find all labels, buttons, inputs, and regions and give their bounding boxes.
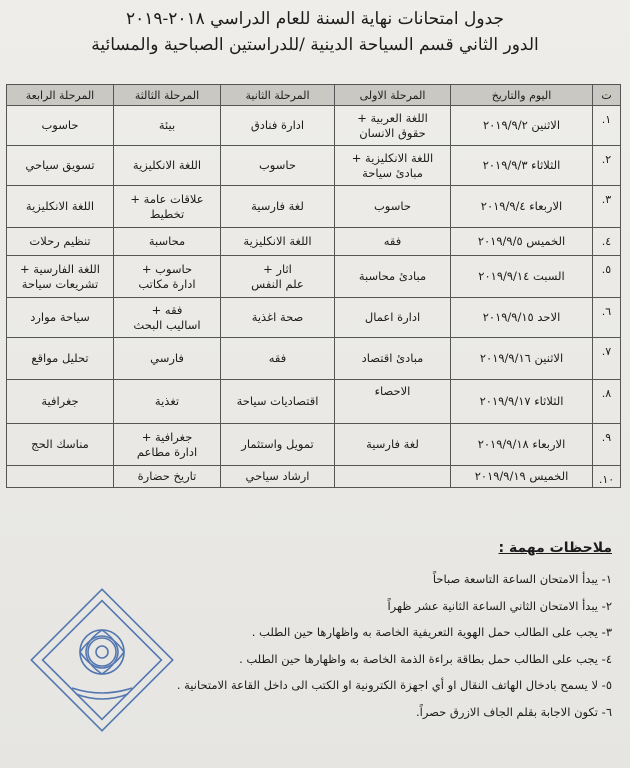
cell-stage-2: اللغة الانكليزية bbox=[221, 228, 335, 256]
row-date: الاحد ٢٠١٩/٩/١٥ bbox=[451, 298, 593, 338]
cell-stage-1: مبادئ محاسبة bbox=[335, 256, 451, 298]
cell-stage-3: فقه + اساليب البحث bbox=[114, 298, 221, 338]
cell-stage-1: اللغة العربية + حقوق الانسان bbox=[335, 106, 451, 146]
row-number: ٣. bbox=[593, 186, 621, 228]
cell-stage-1 bbox=[335, 466, 451, 488]
cell-stage-4: تسويق سياحي bbox=[7, 146, 114, 186]
cell-stage-1: لغة فارسية bbox=[335, 424, 451, 466]
cell-stage-4: اللغة الانكليزية bbox=[7, 186, 114, 228]
note-item: ٥- لا يسمح بادخال الهاتف النقال او أي اجهزة الكترونية او الكتب الى داخل القاعة الامتحانية . bbox=[176, 678, 612, 692]
cell-stage-4: مناسك الحج bbox=[7, 424, 114, 466]
row-date: الاثنين ٢٠١٩/٩/٢ bbox=[451, 106, 593, 146]
row-number: ١. bbox=[593, 106, 621, 146]
cell-stage-2: اقتصاديات سياحة bbox=[221, 380, 335, 424]
row-date: الخميس ٢٠١٩/٩/٥ bbox=[451, 228, 593, 256]
cell-stage-1: اللغة الانكليزية + مبادئ سياحة bbox=[335, 146, 451, 186]
cell-stage-1: فقه bbox=[335, 228, 451, 256]
row-number: ١٠. bbox=[593, 466, 621, 488]
table-row bbox=[7, 186, 621, 228]
cell-stage-3: تاريخ حضارة bbox=[114, 466, 221, 488]
cell-stage-4: جغرافية bbox=[7, 380, 114, 424]
note-item: ١- يبدأ الامتحان الساعة التاسعة صباحاً bbox=[432, 572, 612, 586]
table-row bbox=[7, 228, 621, 256]
row-date: الاثنين ٢٠١٩/٩/١٦ bbox=[451, 338, 593, 380]
cell-stage-2: ارشاد سياحي bbox=[221, 466, 335, 488]
row-date: الثلاثاء ٢٠١٩/٩/٣ bbox=[451, 146, 593, 186]
cell-stage-4: تحليل مواقع bbox=[7, 338, 114, 380]
row-number: ٨. bbox=[593, 380, 621, 424]
table-row bbox=[7, 106, 621, 146]
cell-stage-4: سياحة موارد bbox=[7, 298, 114, 338]
row-date: السبت ٢٠١٩/٩/١٤ bbox=[451, 256, 593, 298]
title-line-2: الدور الثاني قسم السياحة الدينية /للدراستين الصباحية والمسائية bbox=[91, 35, 539, 55]
cell-stage-2: لغة فارسية bbox=[221, 186, 335, 228]
cell-stage-3: علاقات عامة + تخطيط bbox=[114, 186, 221, 228]
cell-stage-4 bbox=[7, 466, 114, 488]
cell-stage-1: مبادئ اقتصاد bbox=[335, 338, 451, 380]
table-row bbox=[7, 466, 621, 488]
cell-stage-3: بيئة bbox=[114, 106, 221, 146]
row-date: الاربعاء ٢٠١٩/٩/٤ bbox=[451, 186, 593, 228]
cell-stage-4: تنظيم رحلات bbox=[7, 228, 114, 256]
row-number: ٤. bbox=[593, 228, 621, 256]
table-row bbox=[7, 298, 621, 338]
table-row bbox=[7, 424, 621, 466]
cell-stage-3: تغذية bbox=[114, 380, 221, 424]
cell-stage-2: صحة اغذية bbox=[221, 298, 335, 338]
cell-stage-3: محاسبة bbox=[114, 228, 221, 256]
cell-stage-4: اللغة الفارسية + تشريعات سياحة bbox=[7, 256, 114, 298]
header-stage-3: المرحلة الثالثة bbox=[114, 85, 221, 106]
cell-stage-3: اللغة الانكليزية bbox=[114, 146, 221, 186]
cell-stage-1: الاحصاء bbox=[335, 380, 451, 424]
row-number: ٥. bbox=[593, 256, 621, 298]
table-row bbox=[7, 380, 621, 424]
cell-stage-2: تمويل واستثمار bbox=[221, 424, 335, 466]
exam-schedule-table bbox=[6, 84, 621, 488]
cell-stage-2: اثار + علم النفس bbox=[221, 256, 335, 298]
cell-stage-4: حاسوب bbox=[7, 106, 114, 146]
table-row bbox=[7, 338, 621, 380]
document-title bbox=[0, 6, 630, 58]
cell-stage-1: حاسوب bbox=[335, 186, 451, 228]
note-item: ٦- تكون الاجابة بقلم الجاف الازرق حصراً. bbox=[415, 704, 612, 719]
university-seal-icon bbox=[22, 580, 182, 740]
row-date: الثلاثاء ٢٠١٩/٩/١٧ bbox=[451, 380, 593, 424]
header-stage-4: المرحلة الرابعة bbox=[7, 85, 114, 106]
row-date: الخميس ٢٠١٩/٩/١٩ bbox=[451, 466, 593, 488]
note-item: ٢- يبدأ الامتحان الثاني الساعة الثانية عشر ظهراً bbox=[387, 598, 612, 613]
row-date: الاربعاء ٢٠١٩/٩/١٨ bbox=[451, 424, 593, 466]
cell-stage-2: فقه bbox=[221, 338, 335, 380]
header-stage-2: المرحلة الثانية bbox=[221, 85, 335, 106]
cell-stage-2: ادارة فنادق bbox=[221, 106, 335, 146]
row-number: ٩. bbox=[593, 424, 621, 466]
row-number: ٦. bbox=[593, 298, 621, 338]
table-header-row bbox=[7, 85, 621, 106]
title-line-1: جدول امتحانات نهاية السنة للعام الدراسي ٢٠١٨-٢٠١٩ bbox=[125, 9, 505, 29]
note-item: ٤- يجب على الطالب حمل بطاقة براءة الذمة الخاصة به واظهارها حين الطلب . bbox=[239, 651, 612, 666]
row-number: ٢. bbox=[593, 146, 621, 186]
header-date: اليوم والتاريخ bbox=[451, 85, 593, 106]
table-row bbox=[7, 146, 621, 186]
cell-stage-3: فارسي bbox=[114, 338, 221, 380]
notes-heading: ملاحظات مهمة : bbox=[498, 540, 612, 556]
cell-stage-3: حاسوب + ادارة مكاتب bbox=[114, 256, 221, 298]
cell-stage-3: جغرافية + ادارة مطاعم bbox=[114, 424, 221, 466]
cell-stage-2: حاسوب bbox=[221, 146, 335, 186]
cell-stage-1: ادارة اعمال bbox=[335, 298, 451, 338]
header-number: ت bbox=[593, 85, 621, 106]
header-stage-1: المرحلة الاولى bbox=[335, 85, 451, 106]
row-number: ٧. bbox=[593, 338, 621, 380]
note-item: ٣- يجب على الطالب حمل الهوية التعريفية الخاصة به واظهارها حين الطلب . bbox=[251, 625, 612, 639]
table-row bbox=[7, 256, 621, 298]
